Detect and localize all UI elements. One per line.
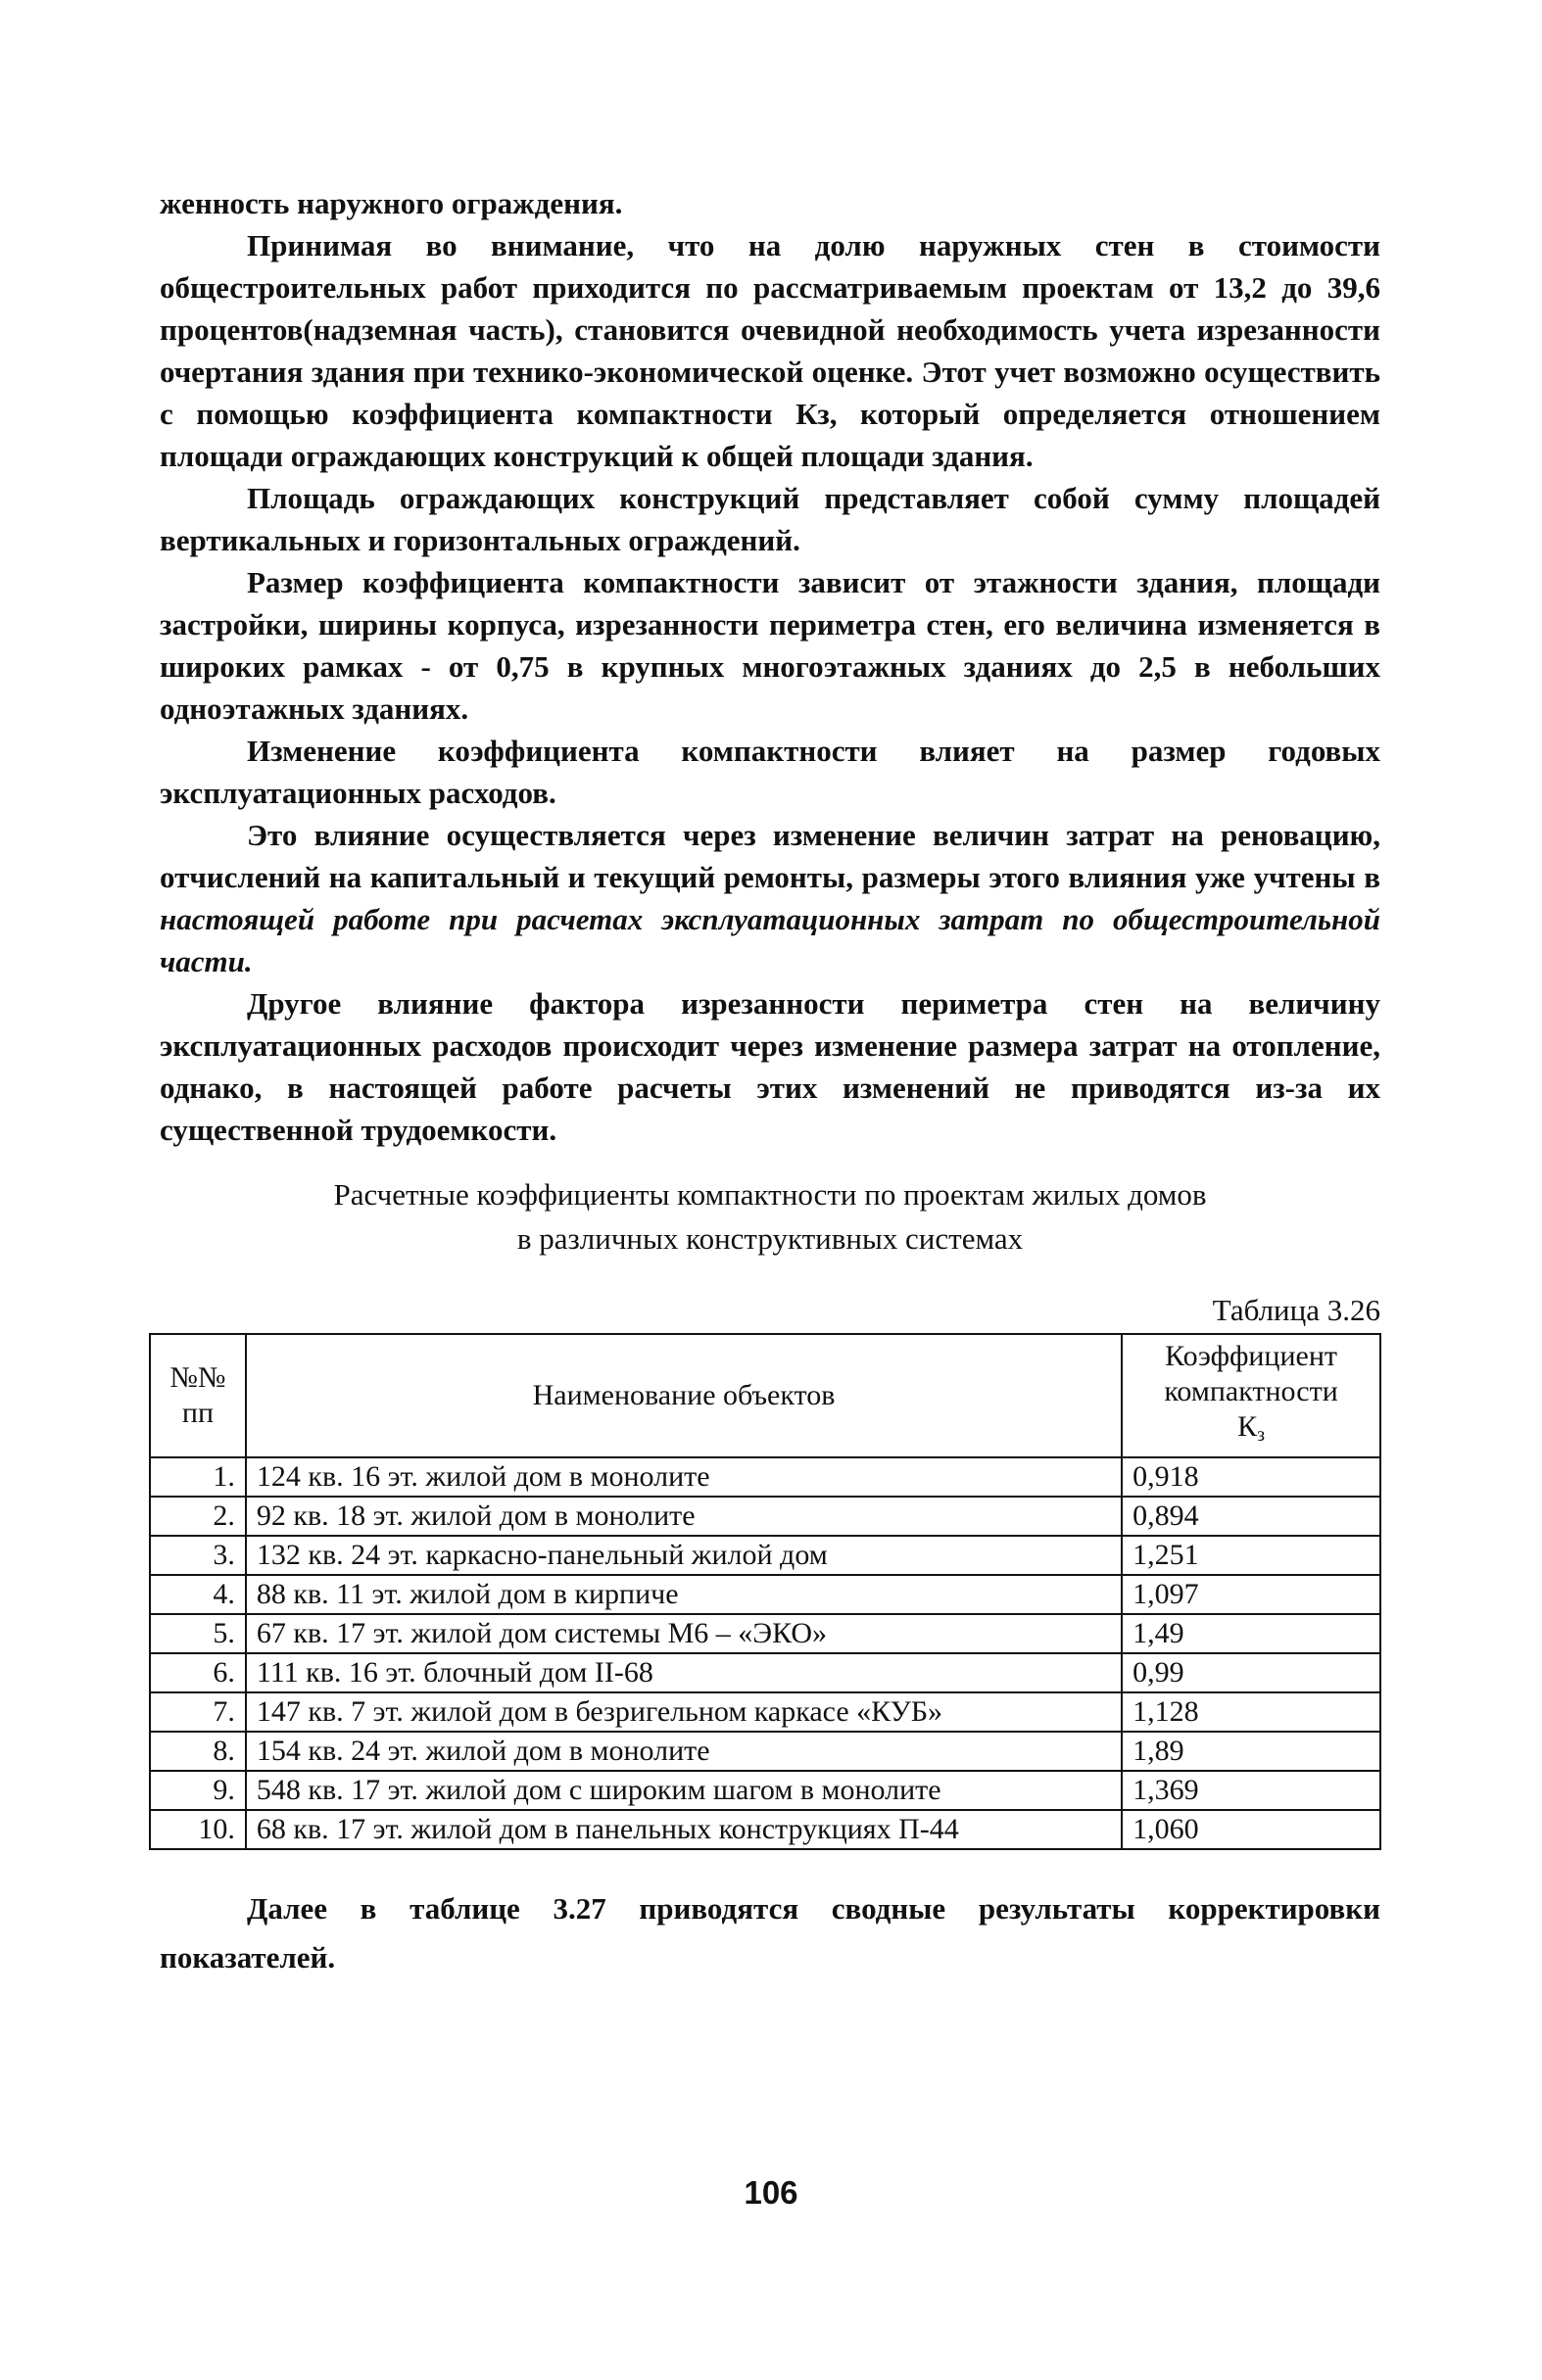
table-title <box>160 1172 1380 1261</box>
table-row <box>150 1692 1380 1732</box>
row-number: 10. <box>150 1810 246 1849</box>
table-row <box>150 1653 1380 1692</box>
paragraph: Площадь ограждающих конструкций представляет собой сумму площадей вертикальных и горизонтальных ограждений. <box>160 481 1380 557</box>
table-row <box>150 1536 1380 1575</box>
row-name: 67 кв. 17 эт. жилой дом системы М6 – «ЭКО» <box>246 1614 1122 1653</box>
table-row <box>150 1614 1380 1653</box>
header-name: Наименование объектов <box>246 1334 1122 1457</box>
paragraph: Принимая во внимание, что на долю наружных стен в стоимости общестроительных работ приходится по рассматриваемым проектам от 13,2 до 39,6 процентов(надземная часть), становится очевидной необходимость учета изрезанности очертания здания при технико-экономической оценке. Этот учет возможно осуществить с помощью коэффициента компактности Кз, который определяется отношением площади ограждающих конструкций к общей площади здания. <box>160 228 1380 473</box>
table-caption: Таблица 3.26 <box>1212 1293 1380 1327</box>
table-row <box>150 1457 1380 1497</box>
paragraph: Размер коэффициента компактности зависит от этажности здания, площади застройки, ширины корпуса, изрезанности периметра стен, его величина изменяется в широких рамках - от 0,75 в крупных многоэтажных зданиях до 2,5 в небольших одноэтажных зданиях. <box>160 565 1380 726</box>
row-coefficient: 1,89 <box>1122 1732 1380 1771</box>
row-name: 124 кв. 16 эт. жилой дом в монолите <box>246 1457 1122 1497</box>
row-name: 147 кв. 7 эт. жилой дом в безригельном каркасе «КУБ» <box>246 1692 1122 1732</box>
row-name: 548 кв. 17 эт. жилой дом с широким шагом в монолите <box>246 1771 1122 1810</box>
table-title-line: в различных конструктивных системах <box>516 1221 1024 1256</box>
page-number: 106 <box>744 2174 798 2211</box>
row-coefficient: 1,49 <box>1122 1614 1380 1653</box>
table-row <box>150 1497 1380 1536</box>
paragraph: Изменение коэффициента компактности влияет на размер годовых эксплуатационных расходов. <box>160 734 1380 810</box>
row-number: 2. <box>150 1497 246 1536</box>
row-coefficient: 0,894 <box>1122 1497 1380 1536</box>
row-name: 154 кв. 24 эт. жилой дом в монолите <box>246 1732 1122 1771</box>
row-name: 88 кв. 11 эт. жилой дом в кирпиче <box>246 1575 1122 1614</box>
header-coefficient: Коэффициент компактности $К_з$ <box>1122 1334 1380 1457</box>
table-title-line: Расчетные коэффициенты компактности по проектам жилых домов <box>333 1177 1207 1212</box>
row-number: 5. <box>150 1614 246 1653</box>
row-coefficient: 1,097 <box>1122 1575 1380 1614</box>
row-coefficient: 1,369 <box>1122 1771 1380 1810</box>
table-row <box>150 1810 1380 1849</box>
table-header-row <box>150 1334 1380 1457</box>
row-number: 9. <box>150 1771 246 1810</box>
coefficients-table <box>149 1333 1381 1850</box>
body-text <box>160 182 1380 1151</box>
row-coefficient: 1,060 <box>1122 1810 1380 1849</box>
paragraph <box>160 814 1380 982</box>
row-number: 1. <box>150 1457 246 1497</box>
row-coefficient: 1,128 <box>1122 1692 1380 1732</box>
after-table-text <box>160 1884 1380 1982</box>
row-number: 6. <box>150 1653 246 1692</box>
row-number: 3. <box>150 1536 246 1575</box>
row-number: 4. <box>150 1575 246 1614</box>
paragraph: Другое влияние фактора изрезанности периметра стен на величину эксплуатационных расходов происходит через изменение размера затрат на отопление, однако, в настоящей работе расчеты этих изменений не приводятся из-за их существенной трудоемкости. <box>160 986 1380 1147</box>
row-name: 92 кв. 18 эт. жилой дом в монолите <box>246 1497 1122 1536</box>
table-row <box>150 1575 1380 1614</box>
header-number: №№ пп <box>150 1334 246 1457</box>
paragraph-italic-text: настоящей работе при расчетах эксплуатационных затрат по общестроительной части. <box>160 902 1380 978</box>
row-name: 111 кв. 16 эт. блочный дом II-68 <box>246 1653 1122 1692</box>
row-coefficient: 0,918 <box>1122 1457 1380 1497</box>
row-name: 68 кв. 17 эт. жилой дом в панельных конструкциях П-44 <box>246 1810 1122 1849</box>
row-number: 8. <box>150 1732 246 1771</box>
row-coefficient: 1,251 <box>1122 1536 1380 1575</box>
paragraph-text: Это влияние осуществляется через изменение величин затрат на реновацию, отчислений на капитальный и текущий ремонты, размеры этого влияния уже учтены в <box>160 818 1380 894</box>
table-row <box>150 1771 1380 1810</box>
table-row <box>150 1732 1380 1771</box>
paragraph-continuation: женность наружного ограждения. <box>160 186 623 220</box>
row-number: 7. <box>150 1692 246 1732</box>
row-coefficient: 0,99 <box>1122 1653 1380 1692</box>
paragraph: Далее в таблице 3.27 приводятся сводные результаты корректировки показателей. <box>160 1891 1380 1975</box>
row-name: 132 кв. 24 эт. каркасно-панельный жилой дом <box>246 1536 1122 1575</box>
